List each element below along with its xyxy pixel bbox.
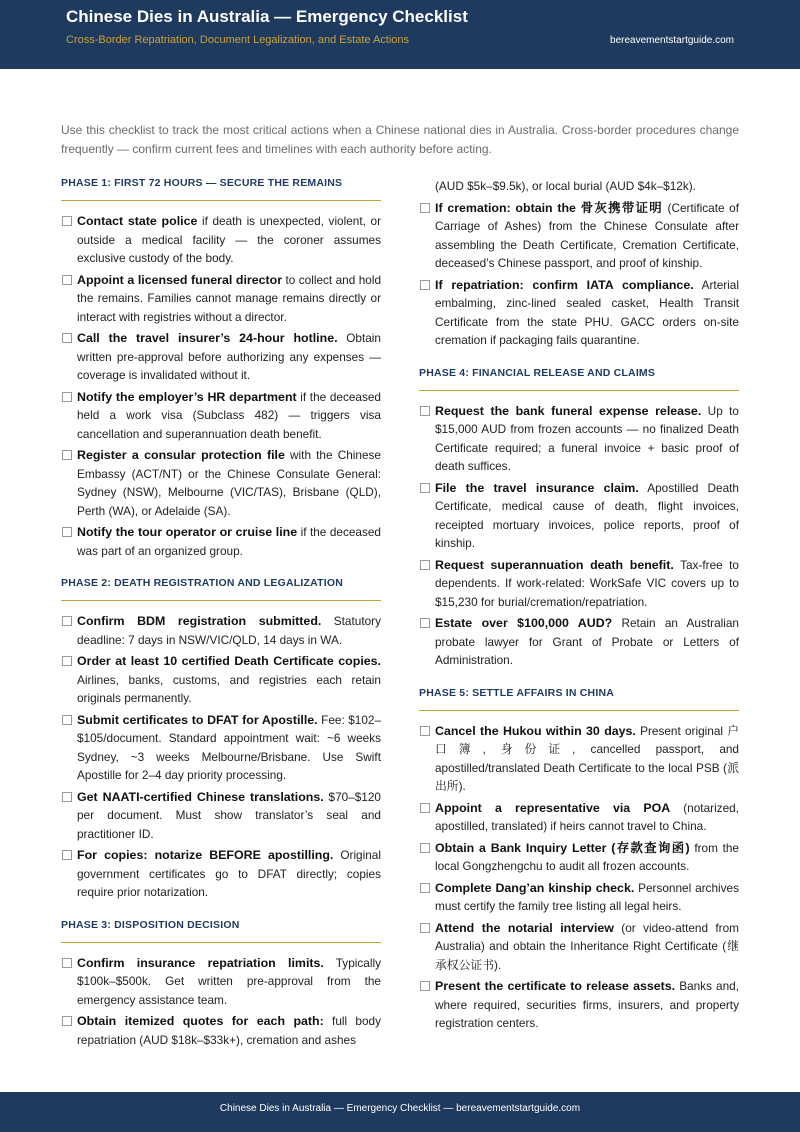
- checklist-item-detail: Original government certificates go to DFAT directly; copies require prior notarization.: [77, 848, 381, 899]
- checklist-item-detail: to collect and hold the remains. Families cannot manage remains directly or interact with registries without a director.: [77, 272, 382, 324]
- checklist-item-text: [77, 1012, 381, 1049]
- checkbox[interactable]: [62, 527, 72, 537]
- checklist-item-detail: if the deceased held a work visa (Subclass 482) — triggers visa cancellation and superannuation death benefit.: [77, 389, 381, 441]
- checkbox[interactable]: [420, 483, 430, 493]
- left-column: [61, 177, 381, 1052]
- checklist-item-label: File the travel insurance claim.: [435, 480, 639, 495]
- page-footer: Chinese Dies in Australia — Emergency Checklist — bereavementstartguide.com: [0, 1092, 800, 1132]
- checkbox[interactable]: [420, 883, 430, 893]
- checklist-item-detail: Present original 户口簿, 身份证, cancelled passport, and apostilled/translated Death Certificate to the local PSB (派出所).: [435, 723, 739, 793]
- checklist-item-label: Confirm insurance repatriation limits.: [77, 955, 324, 970]
- phase-spacer: [61, 563, 381, 577]
- checklist-item: [419, 722, 739, 796]
- checklist-item-text: [77, 388, 381, 444]
- checklist-item-label: Get NAATI-certified Chinese translations.: [77, 789, 324, 804]
- checklist-item-text: [435, 919, 739, 975]
- checklist-item: [61, 652, 381, 708]
- right-column: [419, 177, 739, 1036]
- checkbox[interactable]: [62, 1016, 72, 1026]
- checklist-item-text: [77, 954, 381, 1010]
- checklist-item-label: Present the certificate to release assets.: [435, 979, 676, 993]
- checklist-item-label: Submit certificates to DFAT for Apostille.: [77, 712, 318, 727]
- checklist-item-detail: (Certificate of Carriage of Ashes) from the Chinese Consulate after assembling the Death Certificate, Cremation Certificate, deceased’s Chinese passport, and proof of kinship.: [435, 200, 739, 270]
- checklist-item-text: [77, 271, 381, 327]
- checklist-item: [419, 402, 739, 476]
- checklist-item-text: [435, 276, 739, 350]
- checklist-item: [61, 329, 381, 385]
- checklist-item-detail: Typically $100k–$500k. Get written pre-approval from the emergency assistance team.: [77, 955, 381, 1007]
- checkbox[interactable]: [62, 392, 72, 402]
- checkbox[interactable]: [62, 715, 72, 725]
- checklist-item-text: [435, 839, 739, 876]
- checkbox[interactable]: [62, 656, 72, 666]
- checklist-item-label: Contact state police: [77, 214, 198, 228]
- checkbox[interactable]: [420, 981, 430, 991]
- checklist-item: [61, 212, 381, 268]
- checklist-item: [61, 846, 381, 902]
- checklist-item-detail: Airlines, banks, customs, and registries each retain originals permanently.: [77, 672, 381, 705]
- checklist-item-text: [435, 722, 739, 796]
- checklist-item-label: Cancel the Hukou within 30 days.: [435, 723, 636, 738]
- checklist-item-text: [435, 479, 739, 553]
- checklist-item: [61, 612, 381, 649]
- checklist-item: [419, 799, 739, 836]
- phase-heading: PHASE 2: DEATH REGISTRATION AND LEGALIZATION: [61, 577, 381, 601]
- checklist-item-text: [77, 612, 381, 649]
- checklist-item: [61, 954, 381, 1010]
- checkbox[interactable]: [62, 850, 72, 860]
- checklist-item-label: For copies: notarize BEFORE apostilling.: [77, 848, 334, 862]
- checkbox[interactable]: [420, 560, 430, 570]
- checklist-item-label: Appoint a licensed funeral director: [77, 272, 283, 287]
- checklist-item-text: [77, 788, 381, 844]
- checklist-item-continuation: (AUD $5k–$9.5k), or local burial (AUD $4k–$12k).: [435, 179, 696, 193]
- checklist-item: [419, 919, 739, 975]
- checklist-item: [61, 523, 381, 560]
- checkbox[interactable]: [420, 803, 430, 813]
- page-subtitle: Cross-Border Repatriation, Document Legalization, and Estate Actions: [66, 34, 410, 46]
- checklist-item-detail: if the deceased was part of an organized group.: [77, 525, 381, 558]
- checklist-item-text: [77, 652, 381, 708]
- checklist-item-label: Order at least 10 certified Death Certificate copies.: [77, 654, 381, 668]
- checklist-item-detail: Arterial embalming, zinc-lined sealed casket, Health Transit Certificate from the state PHU. GACC orders on-site cremation if packaging fails quarantine.: [435, 277, 739, 347]
- phase-heading: PHASE 4: FINANCIAL RELEASE AND CLAIMS: [419, 367, 739, 391]
- checklist-item-detail: full body repatriation (AUD $18k–$33k+), cremation and ashes: [77, 1014, 381, 1047]
- checklist-item-detail: (or video-attend from Australia) and obtain the Inheritance Right Certificate (继承权公证书).: [435, 920, 739, 972]
- checklist-item: [419, 614, 739, 670]
- checklist-item-detail: Obtain written pre-approval before authorizing any expenses — coverage is invalidated without it.: [77, 331, 381, 382]
- checklist-item-label: If repatriation: confirm IATA compliance.: [435, 277, 694, 292]
- checklist-item-text: [435, 199, 739, 273]
- checklist-item-text: [77, 212, 381, 268]
- checklist-item-text: [435, 879, 739, 916]
- checklist-item-label: Estate over $100,000 AUD?: [435, 616, 613, 630]
- checklist-item-label: If cremation: obtain the 骨灰携带证明: [435, 200, 663, 215]
- checklist-item-detail: Retain an Australian probate lawyer for Grant of Probate or Letters of Administration.: [435, 616, 739, 667]
- checklist-item-detail: Tax-free to dependents. If work-related: WorkSafe VIC covers up to $15,230 for burial/cremation/repatriation.: [435, 557, 739, 609]
- checklist-item-text: [77, 329, 381, 385]
- checklist-item-text: [77, 446, 381, 520]
- checkbox[interactable]: [62, 792, 72, 802]
- checkbox[interactable]: [62, 333, 72, 343]
- checklist-item: [419, 839, 739, 876]
- checklist-item-label: Complete Dang’an kinship check.: [435, 880, 635, 895]
- phase-heading: PHASE 1: FIRST 72 HOURS — SECURE THE REMAINS: [61, 177, 381, 201]
- checklist-item-text: [435, 977, 739, 1033]
- phase-spacer: [419, 353, 739, 367]
- checklist-item-label: Obtain itemized quotes for each path:: [77, 1014, 324, 1028]
- checklist-item-label: Call the travel insurer’s 24-hour hotline.: [77, 331, 338, 345]
- checklist-item-label: Notify the tour operator or cruise line: [77, 525, 298, 539]
- checklist-item-label: Appoint a representative via POA: [435, 800, 671, 815]
- checklist-item-label: Confirm BDM registration submitted.: [77, 614, 322, 628]
- checklist-item: [419, 556, 739, 612]
- checklist-item-text: [77, 523, 381, 560]
- checklist-item-detail: from the local Gongzhengchu to audit all frozen accounts.: [435, 840, 739, 873]
- checkbox[interactable]: [420, 203, 430, 213]
- checklist-item-detail: (notarized, apostilled, translated) if heirs cannot travel to China.: [435, 800, 739, 833]
- checkbox[interactable]: [420, 843, 430, 853]
- checklist-item-label: Register a consular protection file: [77, 448, 285, 462]
- checkbox[interactable]: [420, 923, 430, 933]
- checklist-item-label: Request superannuation death benefit.: [435, 557, 674, 572]
- checklist-item-detail: Apostilled Death Certificate, medical cause of death, flight invoices, receipted mortuary invoices, police reports, proof of kinship.: [435, 480, 739, 550]
- page-title: Chinese Dies in Australia — Emergency Checklist: [66, 7, 468, 26]
- phase-spacer: [419, 673, 739, 687]
- site-link[interactable]: bereavementstartguide.com: [610, 35, 734, 46]
- phase-heading: PHASE 3: DISPOSITION DECISION: [61, 919, 381, 943]
- checkbox[interactable]: [62, 275, 72, 285]
- checklist-item-detail: if death is unexpected, violent, or outside a medical facility — the coroner assumes exclusive custody of the body.: [77, 214, 381, 265]
- checklist-item: [419, 199, 739, 273]
- checklist-item: [61, 388, 381, 444]
- checkbox[interactable]: [420, 726, 430, 736]
- intro-paragraph: Use this checklist to track the most critical actions when a Chinese national dies in Australia. Cross-border procedures change frequently — confirm current fees and timelines with each authority before acting.: [61, 123, 739, 156]
- checkbox[interactable]: [420, 280, 430, 290]
- page-header: [0, 0, 800, 69]
- checklist-item: [61, 711, 381, 785]
- phase-spacer: [61, 905, 381, 919]
- checklist-item-text: [435, 402, 739, 476]
- phase-heading: PHASE 5: SETTLE AFFAIRS IN CHINA: [419, 687, 739, 711]
- checklist-item-text: [435, 799, 739, 836]
- checklist-item: [419, 977, 739, 1033]
- checkbox[interactable]: [62, 616, 72, 626]
- checkbox[interactable]: [420, 406, 430, 416]
- checklist-item-detail: $70–$120 per document. Must show translator’s seal and practitioner ID.: [77, 789, 381, 841]
- checklist-item-detail: Banks and, where required, securities firms, insurers, and property registration centers.: [435, 979, 740, 1030]
- checklist-item-label: Notify the employer’s HR department: [77, 389, 297, 404]
- checkbox[interactable]: [62, 216, 72, 226]
- checkbox[interactable]: [62, 958, 72, 968]
- checklist-item: [61, 1012, 381, 1049]
- checklist-item: [61, 271, 381, 327]
- checklist-item-label: Request the bank funeral expense release.: [435, 403, 702, 418]
- checklist-item-detail: Up to $15,000 AUD from frozen accounts — no finalized Death Certificate required; a funeral invoice + basic proof of death suffices.: [435, 403, 739, 473]
- checklist-item-text: [77, 846, 381, 902]
- checklist-item-label: Attend the notarial interview: [435, 920, 614, 935]
- checklist-item-text: [435, 556, 739, 612]
- checklist-item-label: Obtain a Bank Inquiry Letter (存款查询函): [435, 840, 690, 855]
- checklist-item: [419, 479, 739, 553]
- checklist-item: [61, 446, 381, 520]
- checklist-item: [419, 879, 739, 916]
- checklist-item-detail: Fee: $102–$105/document. Standard appointment wait: ~6 weeks Sydney, ~3 weeks Melbourne/Brisbane. Use Swift Apostille for 2–4 day priority processing.: [77, 712, 382, 782]
- checklist-item: [61, 788, 381, 844]
- checklist-item-text: [435, 614, 739, 670]
- checkbox[interactable]: [62, 450, 72, 460]
- checkbox[interactable]: [420, 618, 430, 628]
- checklist-item-detail: Statutory deadline: 7 days in NSW/VIC/QLD, 14 days in WA.: [77, 614, 381, 647]
- checklist-item-detail: with the Chinese Embassy (ACT/NT) or the Chinese Consulate General: Sydney (NSW), Melbourne (VIC/TAS), Brisbane (QLD), Perth (WA), or Adelaide (SA).: [77, 448, 381, 518]
- checklist-item: [419, 276, 739, 350]
- checklist-item-detail: Personnel archives must certify the family tree listing all legal heirs.: [435, 880, 739, 913]
- checklist-item-text: [77, 711, 381, 785]
